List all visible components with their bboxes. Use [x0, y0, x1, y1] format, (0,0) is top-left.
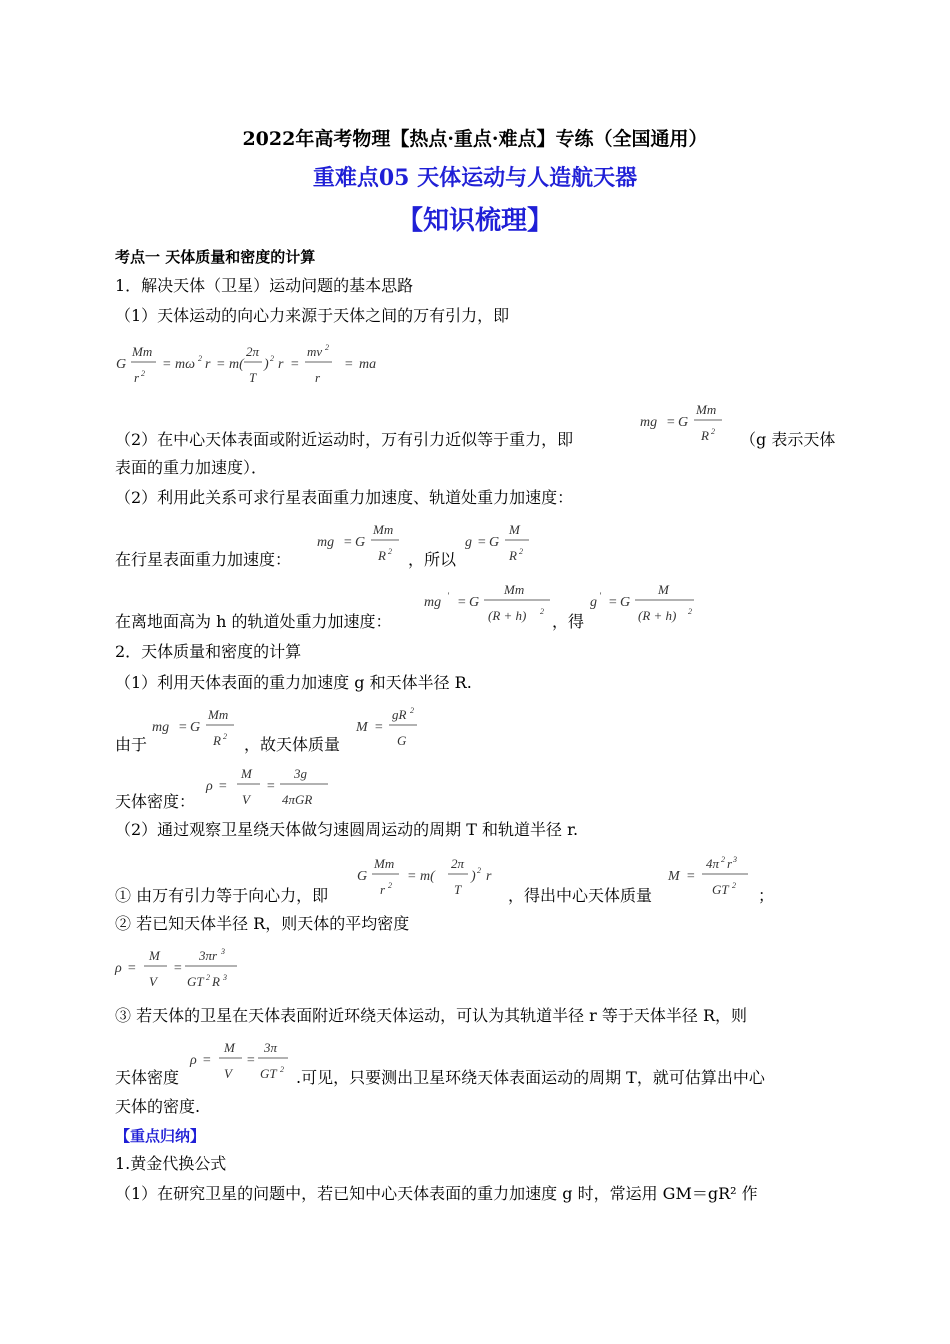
svg-text:2: 2 [223, 732, 227, 741]
svg-text:=: = [343, 535, 353, 550]
svg-text:Mm: Mm [208, 707, 229, 722]
svg-text:(R + h): (R + h) [488, 608, 527, 623]
equation-g-planet [463, 518, 543, 568]
paragraph: 1．解决天体（卫星）运动问题的基本思路 [115, 276, 414, 295]
svg-text:G: G [355, 535, 366, 550]
paragraph: （1）在研究卫星的问题中，若已知中心天体表面的重力加速度 g 时，常运用 GM＝gR² 作 [115, 1184, 758, 1203]
paragraph: （2）利用此关系可求行星表面重力加速度、轨道处重力加速度： [115, 488, 574, 507]
svg-text:mω: mω [175, 357, 195, 372]
svg-text:V: V [149, 974, 157, 989]
svg-text:3g: 3g [294, 766, 307, 781]
svg-text:r: r [205, 357, 211, 372]
svg-text:3: 3 [221, 947, 225, 956]
svg-text:): ) [471, 869, 476, 884]
paragraph: 天体密度： [115, 792, 196, 811]
svg-text:=: = [216, 357, 226, 372]
paragraph: （2）通过观察卫星绕天体做匀速圆周运动的周期 T 和轨道半径 r. [115, 820, 579, 839]
svg-text:V: V [242, 792, 250, 807]
svg-text:=: = [246, 1053, 256, 1068]
paragraph: （2）在中心天体表面或附近运动时，万有引力近似等于重力，即 [115, 430, 574, 449]
equation-gravity-period [355, 852, 505, 902]
svg-text:′: ′ [599, 591, 601, 601]
equation-mass-surface [354, 703, 434, 753]
svg-text:R: R [509, 548, 517, 563]
equation-density-period [113, 944, 253, 994]
svg-text:2: 2 [270, 354, 274, 363]
equation-gravity-centripetal [112, 340, 422, 390]
svg-text:2: 2 [477, 866, 481, 875]
svg-text:=: = [666, 415, 676, 430]
svg-text:Mm: Mm [132, 344, 153, 359]
svg-text:4π: 4π [706, 856, 720, 871]
topic-title: 重难点05 天体运动与人造航天器 [312, 165, 638, 191]
svg-text:r: r [315, 370, 321, 385]
equation-mg-orbit [422, 578, 562, 628]
svg-text:2: 2 [141, 369, 145, 378]
svg-text:mv: mv [307, 344, 323, 359]
svg-text:2: 2 [325, 343, 329, 352]
svg-text:mg: mg [424, 595, 442, 610]
paragraph: ，得出中心天体质量 [508, 886, 653, 905]
svg-text:G: G [469, 595, 480, 610]
svg-text:2: 2 [721, 855, 725, 864]
svg-text:(R + h): (R + h) [638, 608, 677, 623]
svg-text:): ) [264, 357, 269, 372]
svg-text:2π: 2π [451, 856, 465, 871]
paragraph: 天体密度 [115, 1068, 180, 1087]
svg-text:3πr: 3πr [199, 948, 218, 963]
svg-text:g: g [590, 595, 597, 610]
svg-text:gR: gR [392, 707, 407, 722]
svg-text:=: = [218, 779, 228, 794]
svg-text:M: M [356, 720, 368, 735]
svg-text:mg: mg [152, 720, 170, 735]
svg-text:r: r [278, 357, 284, 372]
svg-text:ρ: ρ [190, 1053, 197, 1068]
key-points-heading: 【重点归纳】 [115, 1127, 206, 1145]
svg-text:M: M [224, 1040, 235, 1055]
svg-text:=: = [290, 357, 300, 372]
svg-text:Mm: Mm [696, 402, 717, 417]
paragraph: ③ 若天体的卫星在天体表面附近环绕天体运动，可认为其轨道半径 r 等于天体半径 R，则 [115, 1006, 748, 1025]
document-title: 2022年高考物理【热点·重点·难点】专练（全国通用） [242, 128, 708, 150]
svg-text:G: G [620, 595, 631, 610]
svg-text:r: r [727, 856, 733, 871]
paragraph: 2．天体质量和密度的计算 [115, 642, 302, 661]
svg-text:=: = [162, 357, 172, 372]
svg-text:2: 2 [206, 973, 210, 982]
svg-text:M: M [658, 582, 669, 597]
svg-text:r: r [134, 370, 140, 385]
svg-text:G: G [678, 415, 689, 430]
paragraph: （g 表示天体 [740, 430, 836, 449]
svg-text:m(: m( [420, 869, 435, 884]
svg-text:3π: 3π [264, 1040, 278, 1055]
paragraph: 1.黄金代换公式 [115, 1154, 227, 1173]
svg-text:2: 2 [688, 607, 692, 616]
svg-text:=: = [127, 961, 137, 976]
equation-mg-planet [315, 518, 410, 568]
equation-mg-surface-2 [150, 703, 245, 753]
equation-g-orbit [588, 578, 708, 628]
svg-text:=: = [457, 595, 467, 610]
svg-text:=: = [202, 1053, 212, 1068]
paragraph: 表面的重力加速度）． [115, 458, 268, 477]
svg-text:G: G [397, 733, 407, 748]
svg-text:m(: m( [229, 357, 244, 372]
svg-text:2: 2 [519, 547, 523, 556]
paragraph: .可见，只要测出卫星环绕天体表面运动的周期 T，就可估算出中心 [296, 1068, 765, 1087]
svg-text:4πGR: 4πGR [282, 792, 313, 807]
svg-text:V: V [224, 1066, 232, 1081]
paragraph: ，所以 [408, 550, 457, 569]
svg-text:GT: GT [260, 1066, 277, 1081]
svg-text:G: G [357, 869, 368, 884]
svg-text:=: = [344, 357, 354, 372]
svg-text:G: G [489, 535, 500, 550]
svg-text:2π: 2π [246, 344, 260, 359]
svg-text:ρ: ρ [206, 779, 213, 794]
paragraph: ② 若已知天体半径 R，则天体的平均密度 [115, 914, 410, 933]
svg-text:=: = [477, 535, 487, 550]
svg-text:2: 2 [732, 881, 736, 890]
svg-text:ma: ma [359, 357, 377, 372]
svg-text:=: = [374, 720, 384, 735]
svg-text:GT: GT [187, 974, 204, 989]
svg-text:3: 3 [733, 855, 737, 864]
svg-text:2: 2 [711, 427, 715, 436]
paragraph: 在行星表面重力加速度： [115, 550, 292, 569]
paragraph: ，得 [552, 612, 585, 631]
paragraph: （1）天体运动的向心力来源于天体之间的万有引力，即 [115, 306, 510, 325]
svg-text:=: = [178, 720, 188, 735]
svg-text:r: r [380, 882, 386, 897]
svg-text:2: 2 [540, 607, 544, 616]
svg-text:Mm: Mm [374, 856, 395, 871]
svg-text:=: = [266, 779, 276, 794]
svg-text:ρ: ρ [115, 961, 122, 976]
paragraph: （1）利用天体表面的重力加速度 g 和天体半径 R. [115, 673, 472, 692]
svg-text:3: 3 [223, 973, 227, 982]
svg-text:M: M [509, 522, 520, 537]
svg-text:M: M [149, 948, 160, 963]
paragraph: 在离地面高为 h 的轨道处重力加速度： [115, 612, 392, 631]
svg-text:=: = [686, 869, 696, 884]
svg-text:T: T [249, 370, 257, 385]
paragraph: 由于 [115, 735, 148, 754]
svg-text:2: 2 [198, 354, 202, 363]
svg-text:g: g [465, 535, 472, 550]
topic-heading: 考点一 天体质量和密度的计算 [115, 248, 316, 266]
svg-text:R: R [212, 974, 220, 989]
svg-text:2: 2 [388, 881, 392, 890]
svg-text:=: = [173, 961, 183, 976]
svg-text:M: M [241, 766, 252, 781]
svg-text:mg: mg [640, 415, 658, 430]
svg-text:=: = [608, 595, 618, 610]
equation-mg-surface [638, 398, 733, 448]
svg-text:Mm: Mm [504, 582, 525, 597]
paragraph: ； [758, 886, 775, 905]
svg-text:T: T [454, 882, 462, 897]
paragraph: ① 由万有引力等于向心力，即 [115, 886, 329, 905]
svg-text:=: = [407, 869, 417, 884]
svg-text:′: ′ [447, 591, 449, 601]
svg-text:2: 2 [280, 1065, 284, 1074]
svg-text:G: G [116, 357, 127, 372]
equation-density-near-surface [188, 1036, 298, 1086]
equation-mass-period [666, 852, 761, 902]
paragraph: ，故天体质量 [244, 735, 341, 754]
svg-text:R: R [378, 548, 386, 563]
svg-text:M: M [668, 869, 680, 884]
svg-text:R: R [701, 428, 709, 443]
svg-text:2: 2 [388, 547, 392, 556]
paragraph: 天体的密度. [115, 1097, 201, 1116]
svg-text:r: r [486, 869, 492, 884]
svg-text:GT: GT [712, 882, 729, 897]
svg-text:Mm: Mm [373, 522, 394, 537]
equation-density-surface [204, 762, 334, 812]
svg-text:mg: mg [317, 535, 335, 550]
section-title: 【知识梳理】 [396, 206, 553, 236]
svg-text:R: R [213, 733, 221, 748]
svg-text:2: 2 [410, 706, 414, 715]
svg-text:G: G [190, 720, 201, 735]
